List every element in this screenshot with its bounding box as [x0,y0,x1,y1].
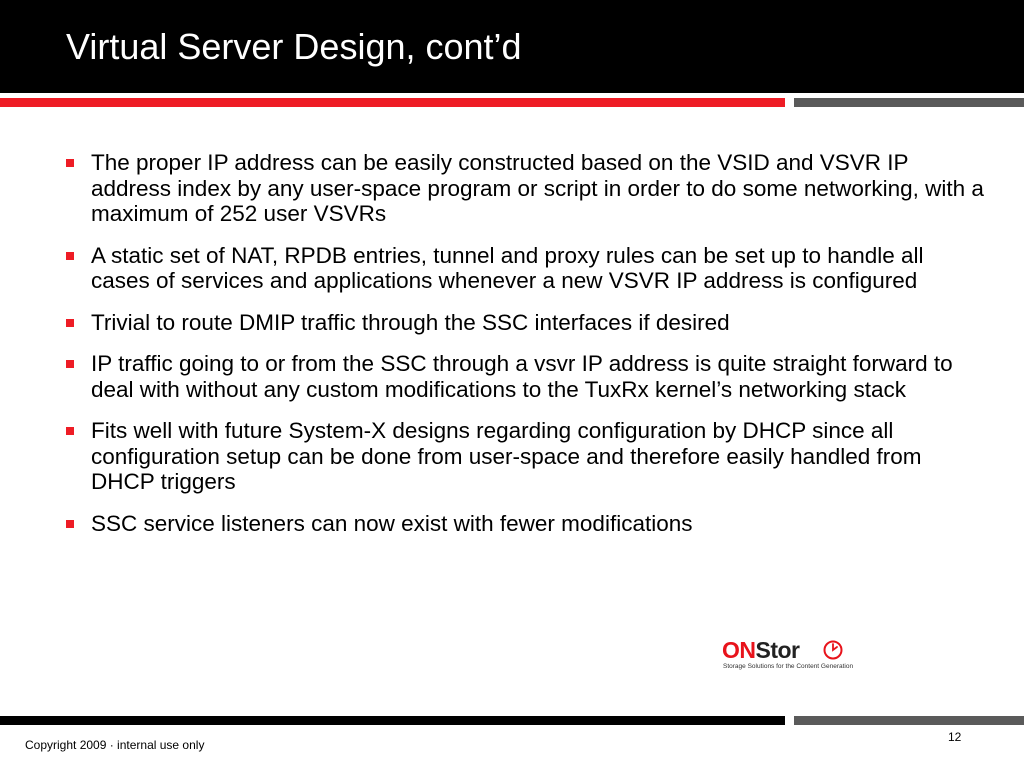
bullet-text: IP traffic going to or from the SSC through a vsvr IP address is quite straight forward to deal with without any custom modifications to the TuxRx kernel’s networking stack [91,351,953,402]
clock-icon [822,639,844,661]
logo-on: ON [722,637,756,663]
bullet-item [66,150,986,227]
top-accent-bar-red [0,98,785,107]
slide-title: Virtual Server Design, cont’d [66,26,522,67]
bullet-text: SSC service listeners can now exist with fewer modifications [91,510,693,536]
bullet-list [66,150,986,552]
bullet-item [66,511,986,537]
bullet-text: Fits well with future System-X designs regarding configuration by DHCP since all configuration setup can be done from user-space and therefore easily handled from DHCP triggers [91,418,922,494]
bullet-text: A static set of NAT, RPDB entries, tunnel and proxy rules can be set up to handle all cases of services and applications whenever a new VSVR IP address is configured [91,242,924,293]
bullet-marker-icon [66,252,74,260]
bullet-item [66,310,986,336]
onstor-logo [722,636,872,676]
bullet-text: Trivial to route DMIP traffic through the SSC interfaces if desired [91,309,730,335]
bullet-marker-icon [66,319,74,327]
bullet-marker-icon [66,427,74,435]
bullet-marker-icon [66,520,74,528]
bullet-marker-icon [66,159,74,167]
bottom-accent-bar-gray [794,716,1024,725]
bullet-item [66,418,986,495]
bottom-accent-bar-black [0,716,785,725]
bullet-text: The proper IP address can be easily constructed based on the VSID and VSVR IP address index by any user-space program or script in order to do some networking, with a maximum of 252 user VSVRs [91,150,984,226]
bullet-item [66,351,986,402]
title-banner [0,0,1024,93]
top-accent-bar-gray [794,98,1024,107]
copyright-notice: Copyright 2009 · internal use only [25,738,205,752]
logo-tagline: Storage Solutions for the Content Generation [723,663,854,670]
bullet-item [66,243,986,294]
logo-stor: Stor [755,637,800,663]
logo-wordmark [722,636,800,664]
bullet-marker-icon [66,360,74,368]
page-number: 12 [948,730,962,744]
